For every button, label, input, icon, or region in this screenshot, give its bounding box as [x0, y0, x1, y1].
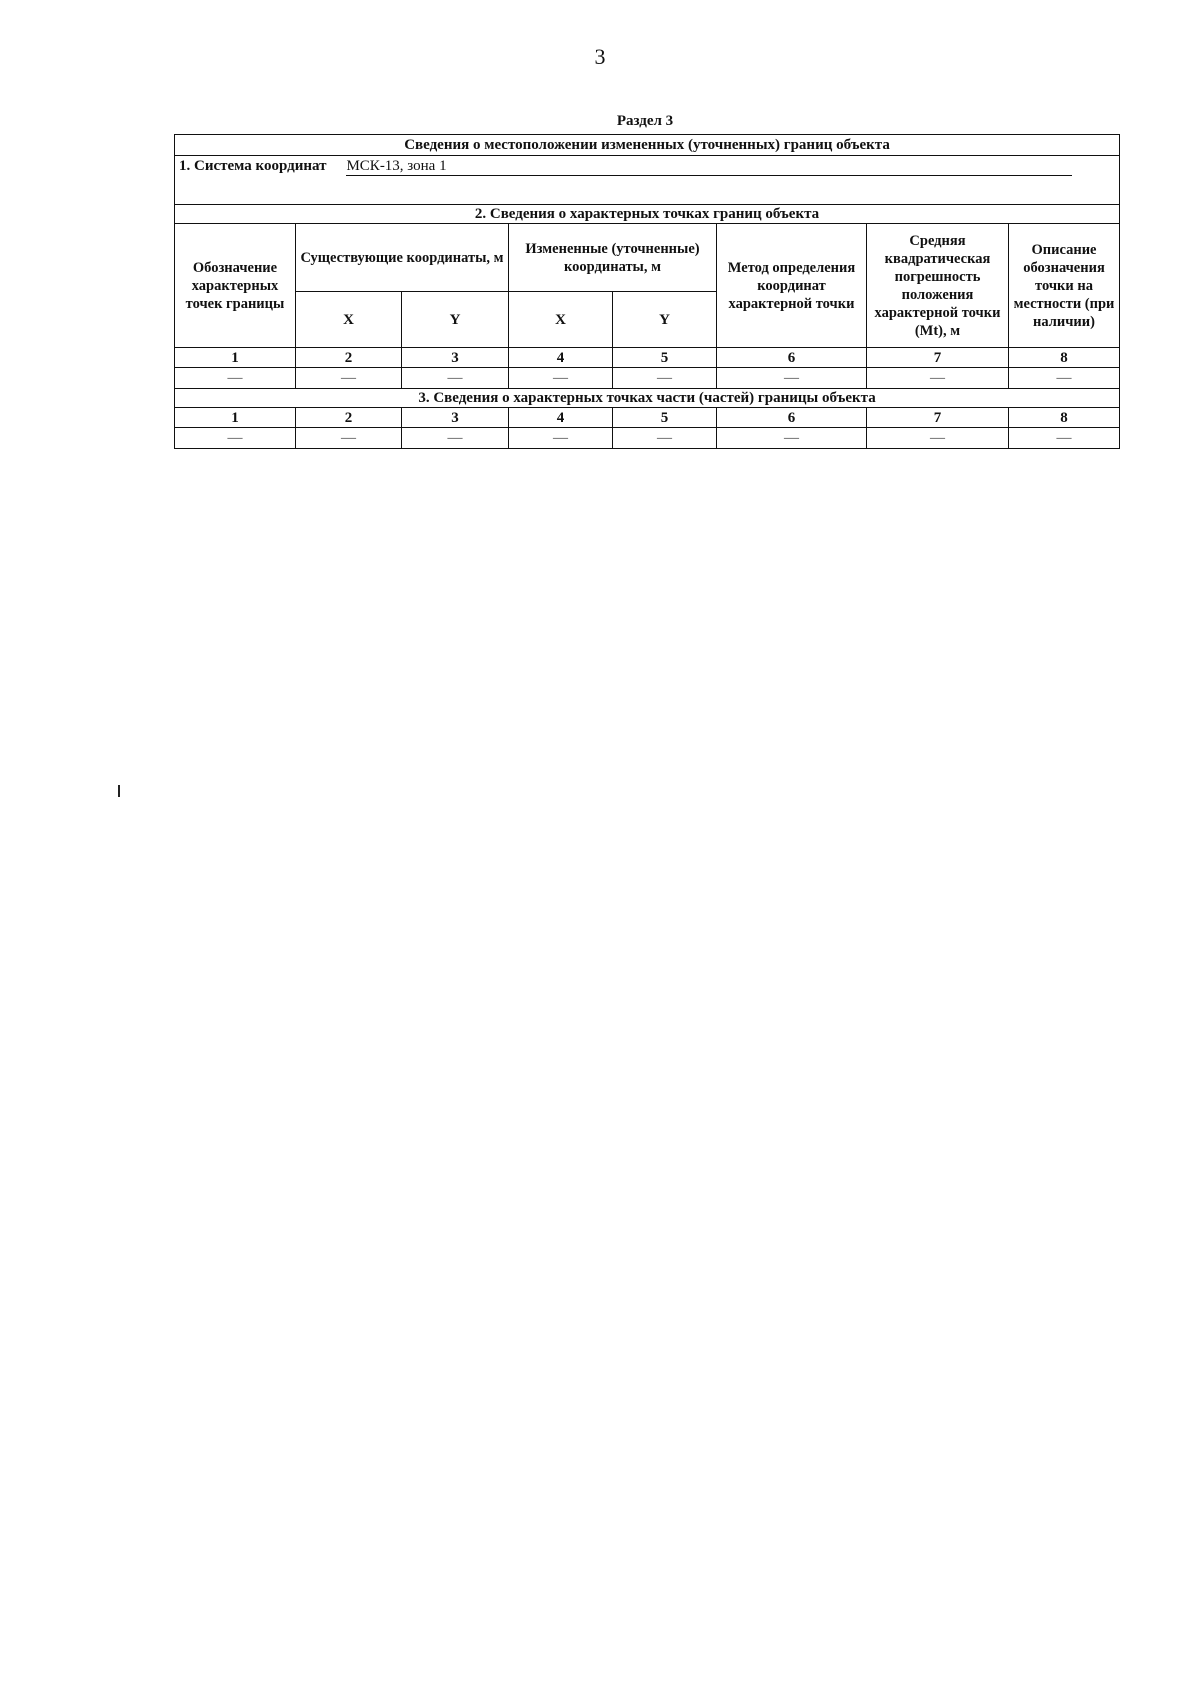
column-number: 2 [296, 408, 402, 428]
column-number: 2 [296, 348, 402, 368]
table-cell: — [867, 428, 1009, 449]
subsection-2-title: 2. Сведения о характерных точках границ объекта [175, 205, 1120, 224]
table-cell: — [175, 428, 296, 449]
table-cell: — [175, 368, 296, 389]
column-number: 8 [1009, 408, 1120, 428]
header-description: Описание обозначения точки на местности (при наличии) [1009, 224, 1120, 348]
header-method: Метод определения координат характерной точки [717, 224, 867, 348]
table-cell: — [613, 368, 717, 389]
column-number: 5 [613, 348, 717, 368]
column-number: 5 [613, 408, 717, 428]
column-numbers-row [175, 348, 1120, 368]
table-cell: — [1009, 428, 1120, 449]
table-cell: — [402, 368, 509, 389]
subsection-3-row [175, 389, 1120, 408]
table-title-row [175, 135, 1120, 156]
column-number: 3 [402, 408, 509, 428]
page-number: 3 [594, 44, 606, 69]
header-error: Средняя квадратическая погрешность положения характерной точки (Mt), м [867, 224, 1009, 348]
header-changed-y: Y [613, 292, 717, 348]
header-changed-x: X [509, 292, 613, 348]
header-row-1 [175, 224, 1120, 292]
header-designation: Обозначение характерных точек границы [175, 224, 296, 348]
column-number: 1 [175, 408, 296, 428]
coordinate-system-label: 1. Система координат [179, 158, 327, 174]
column-number: 3 [402, 348, 509, 368]
column-number: 6 [717, 408, 867, 428]
header-existing-y: Y [402, 292, 509, 348]
column-numbers-row [175, 408, 1120, 428]
table-row [175, 368, 1120, 389]
table-cell: — [613, 428, 717, 449]
subsection-3-title: 3. Сведения о характерных точках части (частей) границы объекта [175, 389, 1120, 408]
header-existing-x: X [296, 292, 402, 348]
section-title: Раздел 3 [616, 113, 674, 129]
column-number: 4 [509, 408, 613, 428]
table-cell: — [509, 368, 613, 389]
table-cell: — [509, 428, 613, 449]
header-changed-coords: Измененные (уточненные) координаты, м [509, 224, 717, 292]
header-existing-coords: Существующие координаты, м [296, 224, 509, 292]
column-number: 6 [717, 348, 867, 368]
coordinate-system-value: МСК-13, зона 1 [346, 158, 1072, 176]
table-cell: — [1009, 368, 1120, 389]
table-cell: — [717, 428, 867, 449]
table-cell: — [867, 368, 1009, 389]
table-cell: — [296, 368, 402, 389]
boundary-table [174, 134, 1120, 449]
coordinate-system-cell [175, 156, 1120, 205]
table-title: Сведения о местоположении измененных (уточненных) границ объекта [175, 135, 1120, 156]
column-number: 8 [1009, 348, 1120, 368]
table-cell: — [296, 428, 402, 449]
column-number: 7 [867, 348, 1009, 368]
table-cell: — [717, 368, 867, 389]
coordinate-system-row [175, 156, 1120, 205]
column-number: 1 [175, 348, 296, 368]
table-cell: — [402, 428, 509, 449]
column-number: 7 [867, 408, 1009, 428]
scan-mark [118, 785, 120, 797]
subsection-2-row [175, 205, 1120, 224]
table-row [175, 428, 1120, 449]
column-number: 4 [509, 348, 613, 368]
